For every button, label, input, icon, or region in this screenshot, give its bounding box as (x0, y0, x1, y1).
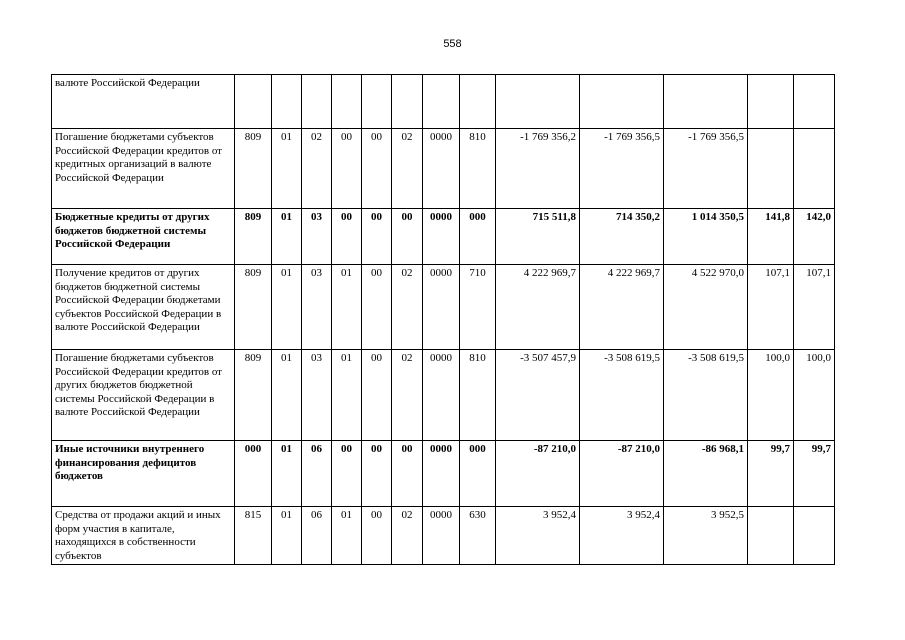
budget-code-cell: 01 (272, 507, 302, 565)
budget-code-cell: 00 (362, 209, 392, 265)
budget-code-cell (460, 75, 496, 129)
budget-code-cell (362, 75, 392, 129)
amount-cell (496, 75, 580, 129)
amount-cell: -87 210,0 (580, 441, 664, 507)
budget-code-cell: 0000 (423, 209, 460, 265)
budget-code-cell: 00 (362, 441, 392, 507)
amount-cell: 3 952,4 (580, 507, 664, 565)
row-name-cell: Погашение бюджетами субъектов Российской Федерации кредитов от кредитных организаций в валюте Российской Федерации (52, 129, 235, 209)
budget-code-cell: 710 (460, 265, 496, 350)
budget-code-cell: 00 (332, 129, 362, 209)
budget-code-cell: 810 (460, 129, 496, 209)
budget-code-cell: 06 (302, 507, 332, 565)
budget-code-cell: 0000 (423, 507, 460, 565)
budget-code-cell: 815 (235, 507, 272, 565)
amount-cell: -87 210,0 (496, 441, 580, 507)
budget-code-cell (332, 75, 362, 129)
budget-code-cell: 000 (460, 441, 496, 507)
amount-cell: 4 222 969,7 (580, 265, 664, 350)
budget-code-cell (235, 75, 272, 129)
budget-code-cell: 02 (392, 265, 423, 350)
row-name-cell: валюте Российской Федерации (52, 75, 235, 129)
amount-cell: 715 511,8 (496, 209, 580, 265)
amount-cell: -3 507 457,9 (496, 350, 580, 441)
amount-cell: -86 968,1 (664, 441, 748, 507)
budget-code-cell: 0000 (423, 350, 460, 441)
budget-code-cell: 00 (362, 129, 392, 209)
budget-code-cell: 01 (332, 265, 362, 350)
amount-cell: 4 522 970,0 (664, 265, 748, 350)
budget-code-cell: 01 (332, 507, 362, 565)
budget-code-cell: 000 (235, 441, 272, 507)
budget-code-cell: 809 (235, 350, 272, 441)
budget-code-cell (392, 75, 423, 129)
percent-cell: 141,8 (748, 209, 794, 265)
percent-cell (794, 129, 835, 209)
budget-code-cell: 00 (392, 209, 423, 265)
budget-code-cell: 809 (235, 265, 272, 350)
percent-cell: 99,7 (748, 441, 794, 507)
budget-code-cell: 809 (235, 129, 272, 209)
budget-code-cell: 02 (392, 129, 423, 209)
amount-cell (580, 75, 664, 129)
budget-code-cell: 03 (302, 350, 332, 441)
budget-code-cell: 01 (332, 350, 362, 441)
budget-code-cell: 00 (362, 265, 392, 350)
percent-cell: 100,0 (794, 350, 835, 441)
percent-cell: 100,0 (748, 350, 794, 441)
table-row (52, 350, 835, 441)
budget-code-cell: 01 (272, 265, 302, 350)
budget-code-cell (272, 75, 302, 129)
percent-cell (748, 129, 794, 209)
row-name-cell: Бюджетные кредиты от других бюджетов бюджетной системы Российской Федерации (52, 209, 235, 265)
amount-cell: 3 952,5 (664, 507, 748, 565)
budget-code-cell: 01 (272, 350, 302, 441)
percent-cell (748, 75, 794, 129)
amount-cell: -1 769 356,5 (580, 129, 664, 209)
page-number: 558 (443, 38, 462, 50)
budget-code-cell: 809 (235, 209, 272, 265)
row-name-cell: Погашение бюджетами субъектов Российской Федерации кредитов от других бюджетов бюджетной системы Российской Федерации в валюте Российской Федерации (52, 350, 235, 441)
table-row (52, 507, 835, 565)
row-name-cell: Иные источники внутреннего финансирования дефицитов бюджетов (52, 441, 235, 507)
budget-code-cell: 0000 (423, 129, 460, 209)
table-row (52, 441, 835, 507)
amount-cell: 714 350,2 (580, 209, 664, 265)
amount-cell: 4 222 969,7 (496, 265, 580, 350)
budget-code-cell: 810 (460, 350, 496, 441)
row-name-cell: Средства от продажи акций и иных форм участия в капитале, находящихся в собственности субъектов (52, 507, 235, 565)
budget-code-cell: 000 (460, 209, 496, 265)
percent-cell (794, 507, 835, 565)
amount-cell: -3 508 619,5 (580, 350, 664, 441)
budget-code-cell: 03 (302, 265, 332, 350)
budget-code-cell: 00 (392, 441, 423, 507)
budget-code-cell: 03 (302, 209, 332, 265)
budget-code-cell: 01 (272, 441, 302, 507)
table-row (52, 75, 835, 129)
amount-cell: -1 769 356,2 (496, 129, 580, 209)
budget-code-cell: 0000 (423, 441, 460, 507)
budget-code-cell: 00 (332, 209, 362, 265)
budget-sources-table (51, 74, 835, 565)
table-row (52, 265, 835, 350)
budget-code-cell: 02 (392, 507, 423, 565)
amount-cell: -3 508 619,5 (664, 350, 748, 441)
budget-code-cell: 01 (272, 129, 302, 209)
amount-cell: 1 014 350,5 (664, 209, 748, 265)
budget-code-cell: 02 (392, 350, 423, 441)
percent-cell: 99,7 (794, 441, 835, 507)
table-row (52, 209, 835, 265)
budget-code-cell: 06 (302, 441, 332, 507)
amount-cell: 3 952,4 (496, 507, 580, 565)
table-row (52, 129, 835, 209)
percent-cell (794, 75, 835, 129)
budget-code-cell: 02 (302, 129, 332, 209)
percent-cell: 107,1 (794, 265, 835, 350)
budget-code-cell: 00 (332, 441, 362, 507)
amount-cell: -1 769 356,5 (664, 129, 748, 209)
budget-code-cell: 00 (362, 350, 392, 441)
percent-cell (748, 507, 794, 565)
budget-code-cell: 630 (460, 507, 496, 565)
budget-code-cell: 00 (362, 507, 392, 565)
budget-code-cell (423, 75, 460, 129)
budget-code-cell: 01 (272, 209, 302, 265)
budget-code-cell: 0000 (423, 265, 460, 350)
row-name-cell: Получение кредитов от других бюджетов бюджетной системы Российской Федерации бюджетами субъектов Российской Федерации в валюте Российской Федерации (52, 265, 235, 350)
amount-cell (664, 75, 748, 129)
percent-cell: 142,0 (794, 209, 835, 265)
budget-code-cell (302, 75, 332, 129)
percent-cell: 107,1 (748, 265, 794, 350)
